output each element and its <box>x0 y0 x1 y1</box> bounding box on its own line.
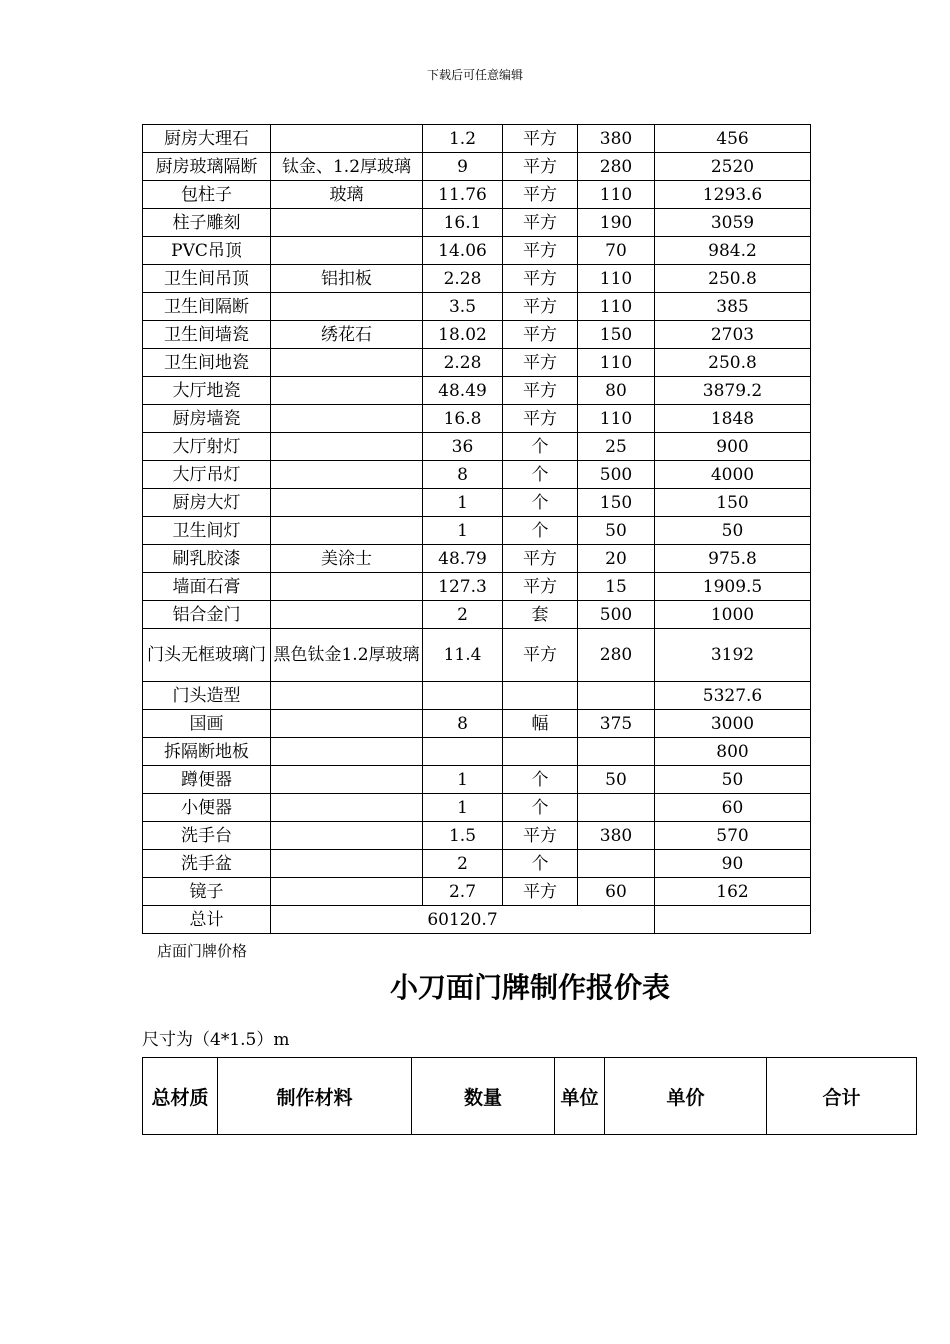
total-cell: 984.2 <box>655 237 811 265</box>
unit-cell: 个 <box>503 766 578 794</box>
material-cell: 铝扣板 <box>271 265 423 293</box>
table-row <box>143 405 811 433</box>
total-cell: 900 <box>655 433 811 461</box>
total-cell: 385 <box>655 293 811 321</box>
total-cell: 1293.6 <box>655 181 811 209</box>
material-cell <box>271 794 423 822</box>
unit-cell: 平方 <box>503 349 578 377</box>
unit-cell: 平方 <box>503 237 578 265</box>
unit-cell: 个 <box>503 433 578 461</box>
table-row <box>143 682 811 710</box>
unit-cell: 平方 <box>503 209 578 237</box>
price-cell: 70 <box>578 237 655 265</box>
table-row <box>143 794 811 822</box>
material-cell: 钛金、1.2厚玻璃 <box>271 153 423 181</box>
unit-cell: 平方 <box>503 293 578 321</box>
unit-cell: 平方 <box>503 153 578 181</box>
table-row <box>143 766 811 794</box>
qty-cell: 8 <box>423 461 503 489</box>
unit-cell: 平方 <box>503 573 578 601</box>
material-cell: 玻璃 <box>271 181 423 209</box>
unit-cell: 个 <box>503 794 578 822</box>
item-cell: 大厅射灯 <box>143 433 271 461</box>
material-cell <box>271 433 423 461</box>
item-cell: 墙面石膏 <box>143 573 271 601</box>
unit-cell: 套 <box>503 601 578 629</box>
material-cell <box>271 349 423 377</box>
price-cell: 150 <box>578 489 655 517</box>
price-cell <box>578 738 655 766</box>
material-cell <box>271 293 423 321</box>
table-row <box>143 181 811 209</box>
qty-cell: 11.76 <box>423 181 503 209</box>
unit-cell: 平方 <box>503 181 578 209</box>
price-table <box>142 124 811 934</box>
qty-cell: 9 <box>423 153 503 181</box>
total-cell: 3059 <box>655 209 811 237</box>
table-row <box>143 629 811 682</box>
total-cell: 456 <box>655 125 811 153</box>
item-cell: 厨房墙瓷 <box>143 405 271 433</box>
total-value: 60120.7 <box>271 906 655 934</box>
table-row <box>143 573 811 601</box>
item-cell: PVC吊顶 <box>143 237 271 265</box>
table-row <box>143 822 811 850</box>
material-cell <box>271 209 423 237</box>
price-cell: 25 <box>578 433 655 461</box>
item-cell: 卫生间地瓷 <box>143 349 271 377</box>
unit-cell: 平方 <box>503 265 578 293</box>
price-cell: 380 <box>578 822 655 850</box>
total-label: 总计 <box>143 906 271 934</box>
unit-cell: 平方 <box>503 405 578 433</box>
unit-cell: 平方 <box>503 545 578 573</box>
unit-cell: 个 <box>503 489 578 517</box>
price-cell: 60 <box>578 878 655 906</box>
item-cell: 洗手盆 <box>143 850 271 878</box>
item-cell: 卫生间吊顶 <box>143 265 271 293</box>
unit-cell: 平方 <box>503 822 578 850</box>
material-cell <box>271 601 423 629</box>
storefront-price-note: 店面门牌价格 <box>157 942 248 960</box>
total-cell: 90 <box>655 850 811 878</box>
item-cell: 刷乳胶漆 <box>143 545 271 573</box>
qty-cell: 2.28 <box>423 265 503 293</box>
table-row <box>143 125 811 153</box>
unit-cell <box>503 682 578 710</box>
price-cell: 110 <box>578 405 655 433</box>
sign-quote-table <box>142 1057 917 1135</box>
material-cell <box>271 461 423 489</box>
item-cell: 门头造型 <box>143 682 271 710</box>
total-cell: 4000 <box>655 461 811 489</box>
qty-cell <box>423 738 503 766</box>
table-row <box>143 293 811 321</box>
material-cell <box>271 822 423 850</box>
total-cell: 1848 <box>655 405 811 433</box>
total-cell: 800 <box>655 738 811 766</box>
price-cell: 375 <box>578 710 655 738</box>
price-cell <box>578 850 655 878</box>
table-row <box>143 517 811 545</box>
material-cell <box>271 850 423 878</box>
qty-cell: 36 <box>423 433 503 461</box>
unit-cell: 平方 <box>503 878 578 906</box>
material-cell <box>271 878 423 906</box>
material-cell <box>271 405 423 433</box>
total-cell: 2703 <box>655 321 811 349</box>
qty-cell: 1.2 <box>423 125 503 153</box>
material-cell <box>271 377 423 405</box>
sign-quote-header-row <box>143 1058 917 1135</box>
item-cell: 拆隔断地板 <box>143 738 271 766</box>
price-cell: 190 <box>578 209 655 237</box>
table-row <box>143 850 811 878</box>
item-cell: 卫生间灯 <box>143 517 271 545</box>
total-cell: 60 <box>655 794 811 822</box>
unit-cell: 幅 <box>503 710 578 738</box>
total-cell: 1000 <box>655 601 811 629</box>
price-cell: 280 <box>578 153 655 181</box>
header-cell: 单价 <box>605 1058 767 1135</box>
price-cell: 150 <box>578 321 655 349</box>
material-cell: 绣花石 <box>271 321 423 349</box>
item-cell: 厨房玻璃隔断 <box>143 153 271 181</box>
table-row <box>143 377 811 405</box>
price-cell: 15 <box>578 573 655 601</box>
qty-cell: 14.06 <box>423 237 503 265</box>
item-cell: 洗手台 <box>143 822 271 850</box>
table-row <box>143 738 811 766</box>
table-row <box>143 349 811 377</box>
price-cell: 500 <box>578 461 655 489</box>
material-cell <box>271 237 423 265</box>
header-note: 下载后可任意编辑 <box>426 68 523 82</box>
material-cell <box>271 125 423 153</box>
qty-cell: 1 <box>423 517 503 545</box>
price-cell: 110 <box>578 293 655 321</box>
header-cell: 单位 <box>555 1058 605 1135</box>
item-cell: 铝合金门 <box>143 601 271 629</box>
total-cell: 50 <box>655 766 811 794</box>
item-cell: 蹲便器 <box>143 766 271 794</box>
total-row <box>143 906 811 934</box>
table-row <box>143 710 811 738</box>
item-cell: 卫生间墙瓷 <box>143 321 271 349</box>
total-cell: 50 <box>655 517 811 545</box>
material-cell <box>271 573 423 601</box>
table-row <box>143 265 811 293</box>
sign-quote-title: 小刀面门牌制作报价表 <box>389 971 670 1004</box>
price-table-body <box>143 125 811 934</box>
qty-cell: 1 <box>423 766 503 794</box>
qty-cell: 1 <box>423 794 503 822</box>
total-cell: 250.8 <box>655 265 811 293</box>
item-cell: 小便器 <box>143 794 271 822</box>
material-cell: 美涂士 <box>271 545 423 573</box>
price-cell: 280 <box>578 629 655 682</box>
total-cell: 162 <box>655 878 811 906</box>
unit-cell: 个 <box>503 850 578 878</box>
item-cell: 国画 <box>143 710 271 738</box>
qty-cell: 2 <box>423 850 503 878</box>
qty-cell: 11.4 <box>423 629 503 682</box>
item-cell: 柱子雕刻 <box>143 209 271 237</box>
price-cell: 110 <box>578 265 655 293</box>
price-cell: 50 <box>578 517 655 545</box>
price-cell: 50 <box>578 766 655 794</box>
unit-cell: 平方 <box>503 125 578 153</box>
unit-cell: 个 <box>503 461 578 489</box>
header-cell: 数量 <box>412 1058 555 1135</box>
item-cell: 厨房大理石 <box>143 125 271 153</box>
price-cell: 110 <box>578 349 655 377</box>
qty-cell: 2.28 <box>423 349 503 377</box>
table-row <box>143 321 811 349</box>
qty-cell: 8 <box>423 710 503 738</box>
item-cell: 包柱子 <box>143 181 271 209</box>
table-row <box>143 878 811 906</box>
table-row <box>143 489 811 517</box>
qty-cell: 16.1 <box>423 209 503 237</box>
total-cell: 570 <box>655 822 811 850</box>
header-cell: 制作材料 <box>218 1058 412 1135</box>
item-cell: 厨房大灯 <box>143 489 271 517</box>
price-cell <box>578 794 655 822</box>
total-cell: 250.8 <box>655 349 811 377</box>
unit-cell: 个 <box>503 517 578 545</box>
qty-cell: 16.8 <box>423 405 503 433</box>
material-cell <box>271 682 423 710</box>
total-cell: 5327.6 <box>655 682 811 710</box>
table-row <box>143 545 811 573</box>
total-cell: 1909.5 <box>655 573 811 601</box>
header-cell: 总材质 <box>143 1058 218 1135</box>
unit-cell: 平方 <box>503 377 578 405</box>
material-cell <box>271 738 423 766</box>
total-cell: 3000 <box>655 710 811 738</box>
material-cell <box>271 517 423 545</box>
price-cell: 380 <box>578 125 655 153</box>
total-cell: 2520 <box>655 153 811 181</box>
empty-cell <box>655 906 811 934</box>
qty-cell: 2 <box>423 601 503 629</box>
table-row <box>143 601 811 629</box>
material-cell <box>271 766 423 794</box>
item-cell: 镜子 <box>143 878 271 906</box>
qty-cell <box>423 682 503 710</box>
price-cell: 80 <box>578 377 655 405</box>
qty-cell: 1.5 <box>423 822 503 850</box>
unit-cell: 平方 <box>503 321 578 349</box>
price-cell: 110 <box>578 181 655 209</box>
item-cell: 卫生间隔断 <box>143 293 271 321</box>
qty-cell: 3.5 <box>423 293 503 321</box>
price-cell <box>578 682 655 710</box>
material-cell <box>271 710 423 738</box>
table-row <box>143 461 811 489</box>
price-cell: 500 <box>578 601 655 629</box>
qty-cell: 18.02 <box>423 321 503 349</box>
header-cell: 合计 <box>767 1058 917 1135</box>
item-cell: 门头无框玻璃门 <box>143 629 271 682</box>
unit-cell: 平方 <box>503 629 578 682</box>
table-row <box>143 209 811 237</box>
qty-cell: 2.7 <box>423 878 503 906</box>
item-cell: 大厅吊灯 <box>143 461 271 489</box>
total-cell: 975.8 <box>655 545 811 573</box>
table-row <box>143 153 811 181</box>
total-cell: 150 <box>655 489 811 517</box>
item-cell: 大厅地瓷 <box>143 377 271 405</box>
qty-cell: 1 <box>423 489 503 517</box>
material-cell <box>271 489 423 517</box>
price-cell: 20 <box>578 545 655 573</box>
material-cell: 黑色钛金1.2厚玻璃 <box>271 629 423 682</box>
table-row <box>143 237 811 265</box>
qty-cell: 48.49 <box>423 377 503 405</box>
qty-cell: 127.3 <box>423 573 503 601</box>
total-cell: 3879.2 <box>655 377 811 405</box>
unit-cell <box>503 738 578 766</box>
size-note: 尺寸为（4*1.5）m <box>142 1030 290 1050</box>
total-cell: 3192 <box>655 629 811 682</box>
table-row <box>143 433 811 461</box>
qty-cell: 48.79 <box>423 545 503 573</box>
